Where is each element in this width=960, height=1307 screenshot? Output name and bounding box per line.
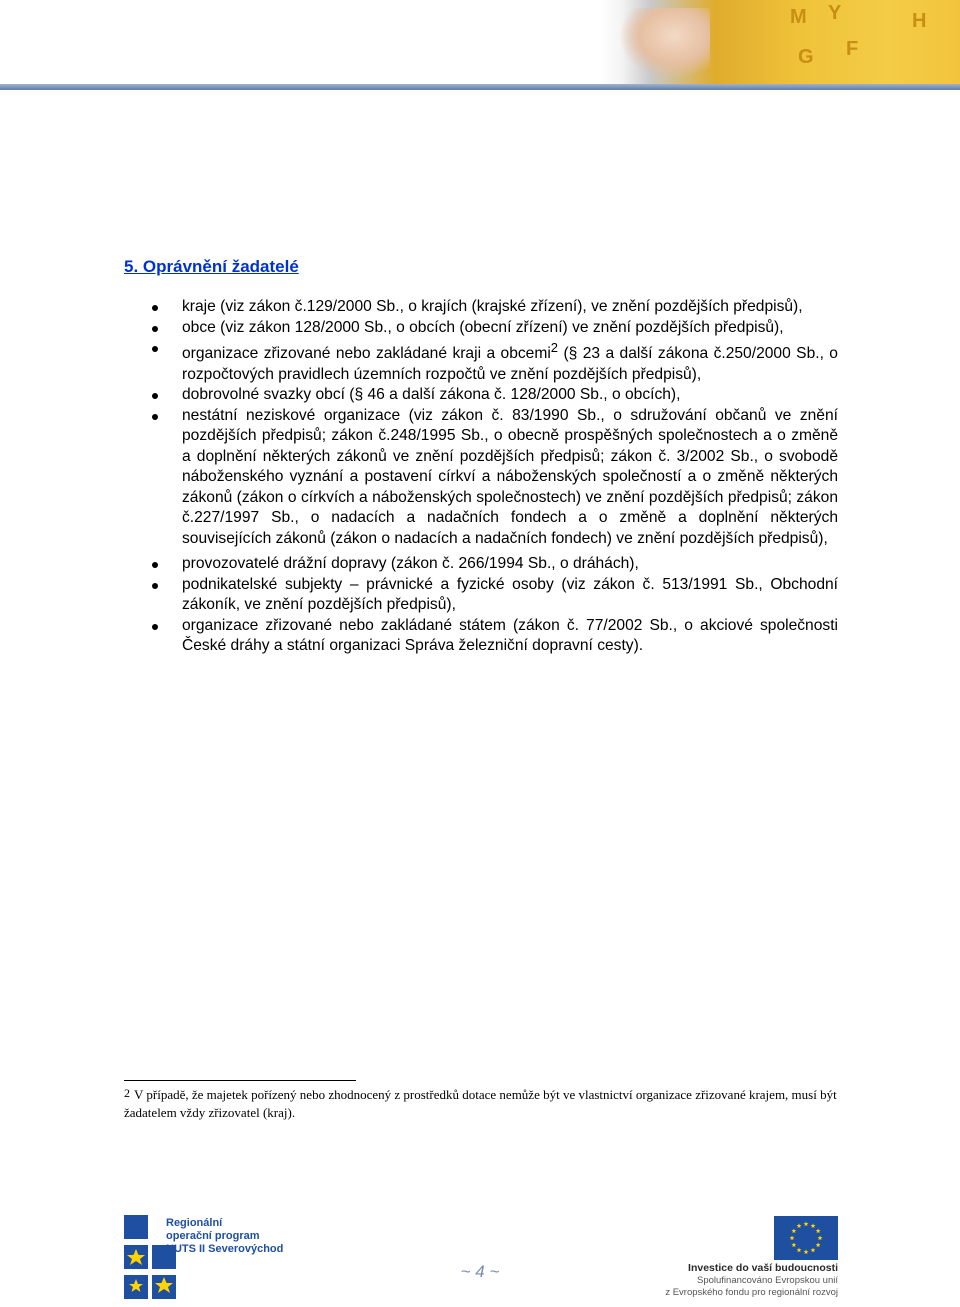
eu-slogan-line2: Spolufinancováno Evropskou unií [696, 1275, 838, 1286]
footnote-number: 2 [124, 1086, 130, 1100]
eligible-applicants-list [124, 297, 838, 657]
keyboard-key: H [912, 10, 927, 32]
footnote [124, 1086, 838, 1122]
eu-slogan [658, 1262, 838, 1299]
list-item: dobrovolné svazky obcí (§ 46 a další zákona č. 128/2000 Sb., o obcích), [124, 385, 838, 406]
list-item: organizace zřizované nebo zakládané státem (zákon č. 77/2002 Sb., o akciové společnosti České dráhy a státní organizaci Správa železniční dopravní cesty). [124, 616, 838, 657]
list-item: podnikatelské subjekty – právnické a fyzické osoby (viz zákon č. 513/1991 Sb., Obchodní zákoník, ve znění pozdějších předpisů), [124, 575, 838, 616]
keyboard-key: G [798, 46, 814, 68]
eu-flag-icon [774, 1216, 838, 1260]
section-heading: 5. Oprávnění žadatelé [124, 257, 299, 276]
hand-image [620, 8, 710, 78]
eu-slogan-line1: Investice do vaší budoucnosti [688, 1262, 838, 1274]
keyboard-key: M [790, 6, 807, 28]
footnote-reference[interactable]: 2 [550, 340, 559, 355]
page-number: ~ 4 ~ [460, 1262, 500, 1281]
header-band [0, 84, 960, 90]
list-item [124, 338, 838, 385]
rop-logo [124, 1215, 294, 1299]
list-item-text: (§ 23 a další zákona č.250/2000 Sb., o rozpočtových pravidlech územních rozpočtů ve znění pozdějších předpisů), [182, 345, 838, 383]
footnote-text: V případě, že majetek pořízený nebo zhodnocený z prostředků dotace nemůže být ve vlastnictví organizace zřizované krajem, musí být žadatelem vždy zřizovatel (kraj). [124, 1087, 837, 1120]
header-banner-image [600, 0, 960, 86]
list-item: kraje (viz zákon č.129/2000 Sb., o krajích (krajské zřízení), ve znění pozdějších předpisů), [124, 297, 838, 318]
list-item: provozovatelé drážní dopravy (zákon č. 266/1994 Sb., o dráhách), [124, 554, 838, 575]
keyboard-key: Y [828, 2, 842, 24]
keyboard-key: F [846, 38, 859, 60]
list-item: nestátní neziskové organizace (viz zákon č. 83/1990 Sb., o sdružování občanů ve znění pozdějších předpisů; zákon č.248/1995 Sb., o obecně prospěšných společnostech a o změně a doplnění některých zákonů ve znění pozdějších předpisů; zákon č. 3/2002 Sb., o svobodě náboženského vyznání a postavení církví a náboženských společností a o změně některých zákonů (zákon o církvích a náboženských společnostech) ve znění pozdějších předpisů; zákon č.227/1997 Sb., o nadacích a nadačních fondech a o změně a doplnění některých souvisejících zákonů (zákon o nadacích a nadačních fondech) ve znění pozdějších předpisů), [124, 406, 838, 550]
footnote-separator [124, 1080, 356, 1081]
rop-logo-line2: operační program [166, 1230, 260, 1242]
list-item-text: organizace zřizované nebo zakládané kraji a obcemi [182, 345, 551, 363]
list-item: obce (viz zákon 128/2000 Sb., o obcích (obecní zřízení) ve znění pozdějších předpisů), [124, 318, 838, 339]
rop-logo-line3: NUTS II Severovýchod [166, 1243, 284, 1255]
eu-slogan-line3: z Evropského fondu pro regionální rozvoj [665, 1287, 838, 1298]
rop-logo-line1: Regionální [166, 1217, 223, 1229]
